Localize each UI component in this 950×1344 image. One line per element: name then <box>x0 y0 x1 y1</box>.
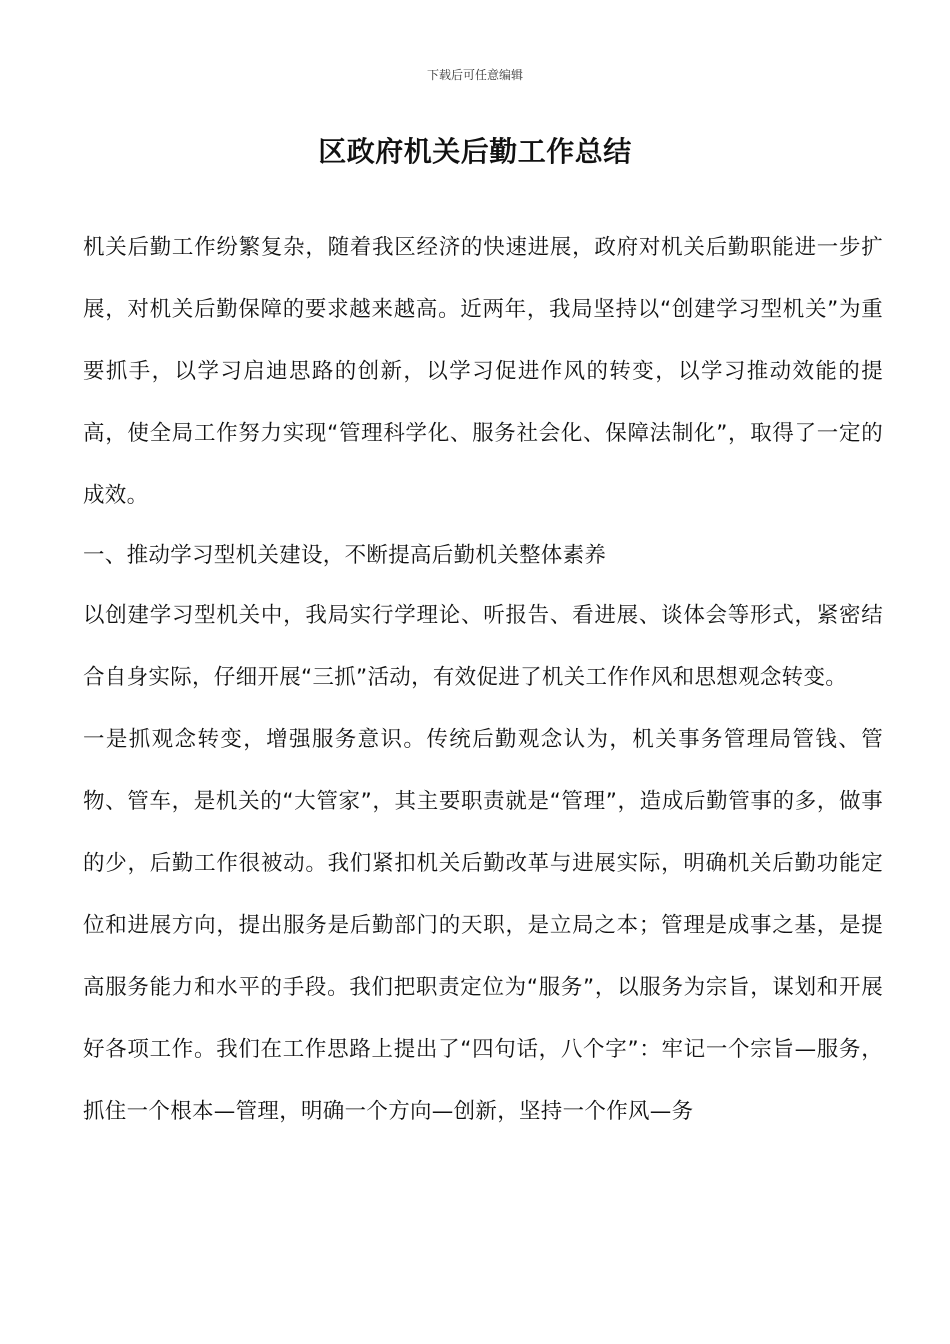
paragraph-section-1: 以创建学习型机关中，我局实行学理论、听报告、看进展、谈体会等形式，紧密结合自身实际，仔细开展“三抓”活动，有效促进了机关工作作风和思想观念转变。 <box>83 603 883 690</box>
paragraph-intro: 机关后勤工作纷繁复杂，随着我区经济的快速进展，政府对机关后勤职能进一步扩展，对机关后勤保障的要求越来越高。近两年，我局坚持以“创建学习型机关”为重要抓手，以学习启迪思路的创新，以学习促进作风的转变，以学习推动效能的提高，使全局工作努力实现“管理科学化、服务社会化、保障法制化”，取得了一定的成效。 <box>83 235 883 508</box>
section-heading-1: 一、推动学习型机关建设，不断提高后勤机关整体素养 <box>83 543 607 568</box>
header-note: 下载后可任意编辑 <box>426 68 523 82</box>
paragraph-point-1: 一是抓观念转变，增强服务意识。传统后勤观念认为，机关事务管理局管钱、管物、管车，是机关的“大管家”，其主要职责就是“管理”，造成后勤管事的多，做事的少，后勤工作很被动。我们紧扣机关后勤改革与进展实际，明确机关后勤功能定位和进展方向，提出服务是后勤部门的天职，是立局之本；管理是成事之基，是提高服务能力和水平的手段。我们把职责定位为“服务”，以服务为宗旨，谋划和开展好各项工作。我们在工作思路上提出了“四句话，八个字”：牢记一个宗旨—服务，抓住一个根本—管理，明确一个方向—创新，坚持一个作风—务 <box>83 727 883 1124</box>
document-title: 区政府机关后勤工作总结 <box>318 135 632 168</box>
document-body <box>83 217 883 1143</box>
